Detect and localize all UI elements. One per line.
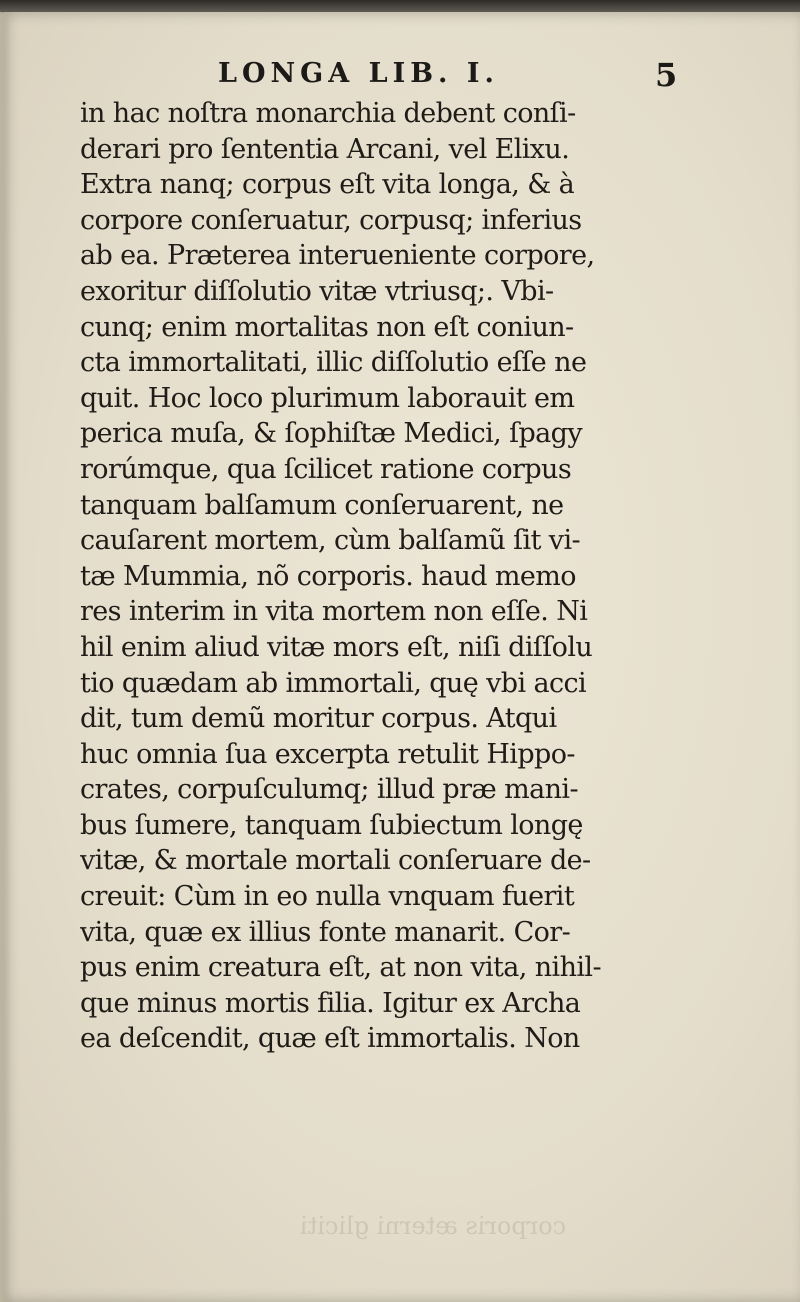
- text-line: tanquam balſamum conſeruarent, ne: [80, 489, 564, 521]
- page-number: 5: [655, 56, 678, 94]
- text-line: vitæ, & mortale mortali conſeruare de-: [80, 845, 591, 877]
- text-line: hil enim aliud vitæ mors eſt, niſi diſſolu: [80, 631, 593, 663]
- text-line: huc omnia ſua excerpta retulit Hippo-: [80, 738, 575, 770]
- text-line: exoritur diſſolutio vitæ vtriusq;. Vbi-: [80, 275, 554, 307]
- body-text: [80, 96, 690, 1057]
- text-line: res interim in vita mortem non eſſe. Ni: [80, 596, 588, 628]
- text-line: tio quædam ab immortali, quę vbi acci: [80, 667, 587, 699]
- text-line: pus enim creatura eſt, at non vita, nihil-: [80, 952, 601, 984]
- text-line: dit, tum demũ moritur corpus. Atqui: [80, 703, 557, 735]
- text-line: quit. Hoc loco plurimum laborauit em: [80, 382, 575, 414]
- text-line: ea deſcendit, quæ eſt immortalis. Non: [80, 1023, 580, 1055]
- text-line: que minus mortis filia. Igitur ex Archa: [80, 987, 581, 1019]
- text-line: corpore conſeruatur, corpusq; inferius: [80, 204, 582, 236]
- text-line: perica muſa, & ſophiſtæ Medici, ſpagy: [80, 418, 583, 450]
- text-line: Extra nanq; corpus eſt vita longa, & à: [80, 169, 575, 201]
- text-line: in hac noſtra monarchia debent conſi-: [80, 98, 576, 129]
- text-line: cta immortalitati, illic diſſolutio eſſe ne: [80, 347, 587, 379]
- running-head-title: LONGA LIB. I.: [218, 58, 499, 89]
- text-line: vita, quæ ex illius fonte manarit. Cor-: [80, 916, 571, 948]
- text-line: rorúmque, qua ſcilicet ratione corpus: [80, 453, 572, 485]
- running-head: [0, 58, 800, 92]
- text-line: crates, corpuſculumq; illud præ mani-: [80, 774, 578, 806]
- text-line: derari pro ſententia Arcani, vel Elixu.: [80, 133, 570, 165]
- page-gutter-shadow: [0, 12, 10, 1302]
- text-line: tæ Mummia, nõ corporis. haud memo: [80, 560, 576, 592]
- text-line: cunq; enim mortalitas non eſt coniun-: [80, 311, 574, 343]
- text-line: bus ſumere, tanquam ſubiectum longę: [80, 809, 583, 841]
- text-line: ab ea. Præterea interueniente corpore,: [80, 240, 595, 272]
- text-line: cauſarent mortem, cùm balſamũ ſit vi-: [80, 525, 581, 557]
- bleed-through-text: corporis æterni gliciti: [300, 1212, 567, 1240]
- text-line: creuit: Cùm in eo nulla vnquam fuerit: [80, 881, 575, 913]
